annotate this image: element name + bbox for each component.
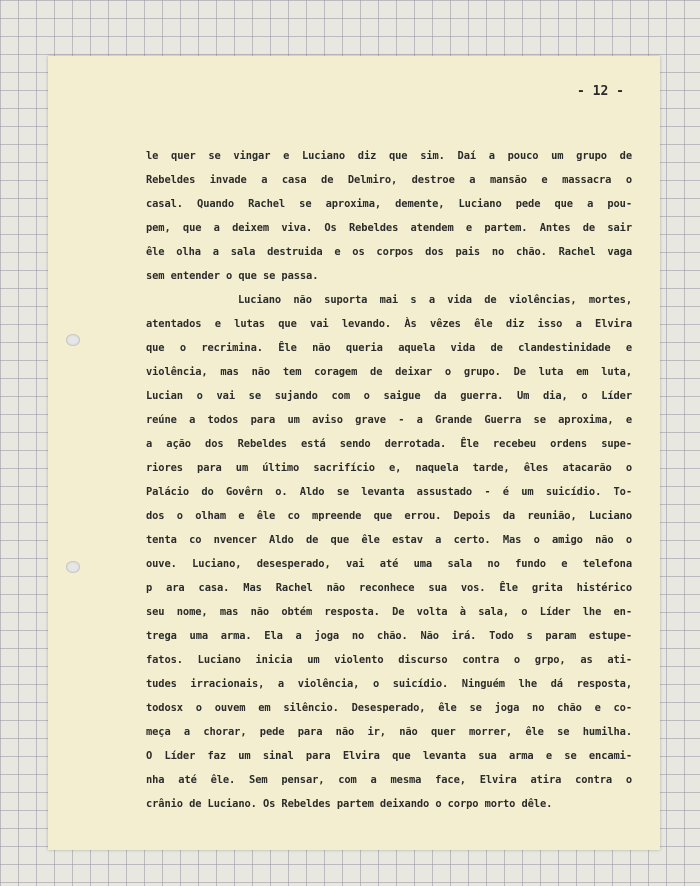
text-line: atentados e lutas que vai levando. Às vêzes êle diz isso a Elvira: [146, 318, 632, 330]
text-line: a ação dos Rebeldes está sendo derrotada. Êle recebeu ordens supe-: [146, 438, 632, 450]
body-text: [146, 144, 632, 816]
text-line: le quer se vingar e Luciano diz que sim. Daí a pouco um grupo de: [146, 150, 632, 162]
text-line: riores para um último sacrifício e, naquela tarde, êles atacarão o: [146, 462, 632, 474]
text-line: tenta co nvencer Aldo de que êle estav a certo. Mas o amigo não o: [146, 534, 632, 546]
text-line: Lucian o vai se sujando com o saigue da guerra. Um dia, o Líder: [146, 390, 632, 402]
text-line: Rebeldes invade a casa de Delmiro, destroe a mansão e massacra o: [146, 174, 632, 186]
text-line: sem entender o que se passa.: [146, 270, 319, 282]
text-line: tudes irracionais, a violência, o suicídio. Ninguém lhe dá resposta,: [146, 678, 632, 690]
text-line: Luciano não suporta mai s a vida de violências, mortes,: [238, 294, 632, 306]
text-line: pem, que a deixem viva. Os Rebeldes atendem e partem. Antes de sair: [146, 222, 632, 234]
page-number: - 12 -: [577, 84, 624, 99]
text-line: fatos. Luciano inicia um violento discurso contra o grpo, as ati-: [146, 654, 632, 666]
text-line: O Líder faz um sinal para Elvira que levanta sua arma e se encami-: [146, 750, 632, 762]
text-line: violência, mas não tem coragem de deixar o grupo. De luta em luta,: [146, 366, 632, 378]
text-line: p ara casa. Mas Rachel não reconhece sua vos. Êle grita histérico: [146, 582, 632, 594]
text-line: reúne a todos para um aviso grave - a Grande Guerra se aproxima, e: [146, 414, 632, 426]
text-line: Palácio do Govêrn o. Aldo se levanta assustado - é um suicídio. To-: [146, 486, 632, 498]
text-line: que o recrimina. Êle não queria aquela vida de clandestinidade e: [146, 342, 632, 354]
text-line: seu nome, mas não obtém resposta. De volta à sala, o Líder lhe en-: [146, 606, 632, 618]
text-line: ouve. Luciano, desesperado, vai até uma sala no fundo e telefona: [146, 558, 632, 570]
text-line: dos o olham e êle co mpreende que errou. Depois da reunião, Luciano: [146, 510, 632, 522]
text-line: meça a chorar, pede para não ir, não quer morrer, êle se humilha.: [146, 726, 632, 738]
text-line: êle olha a sala destruida e os corpos dos pais no chão. Rachel vaga: [146, 246, 632, 258]
text-line: trega uma arma. Ela a joga no chão. Não irá. Todo s param estupe-: [146, 630, 632, 642]
text-line: casal. Quando Rachel se aproxima, demente, Luciano pede que a pou-: [146, 198, 632, 210]
text-line: todosx o ouvem em silêncio. Desesperado, êle se joga no chão e co-: [146, 702, 632, 714]
typewritten-page: [48, 56, 660, 850]
punch-hole-top: [66, 334, 80, 346]
punch-hole-bottom: [66, 561, 80, 573]
text-line: crânio de Luciano. Os Rebeldes partem deixando o corpo morto dêle.: [146, 798, 553, 810]
text-line: nha até êle. Sem pensar, com a mesma face, Elvira atira contra o: [146, 774, 632, 786]
